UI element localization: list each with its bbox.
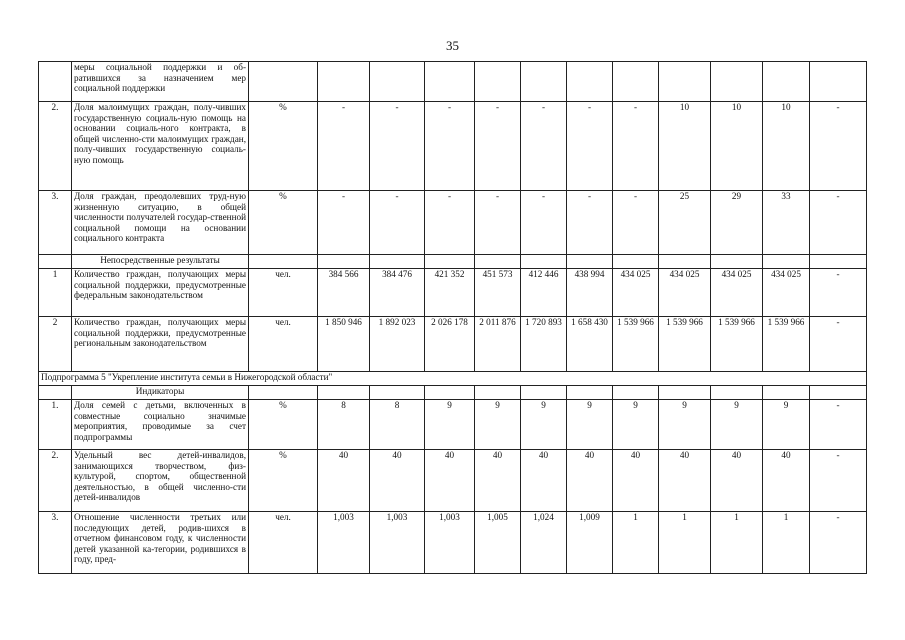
value-cell: 434 025 — [711, 269, 763, 317]
value-cell: - — [318, 191, 370, 255]
unit-cell — [249, 62, 318, 102]
empty-cell — [567, 255, 613, 269]
value-cell: 1 720 893 — [521, 317, 567, 372]
value-cell-last: - — [810, 102, 867, 191]
indicator-description: Доля малоимущих граждан, полу-чивших государственную социаль-ную помощь на основании социаль-ного контракта, в общей численно-сти малоимущих граждан, полу-чивших государственную социаль-ную помощь — [72, 102, 249, 191]
value-cell: 451 573 — [475, 269, 521, 317]
empty-cell — [249, 255, 318, 269]
value-cell: - — [370, 102, 425, 191]
value-cell: 25 — [659, 191, 711, 255]
value-cell: 1,005 — [475, 512, 521, 574]
empty-cell — [613, 386, 659, 400]
value-cell: 9 — [763, 400, 810, 450]
empty-cell — [425, 255, 475, 269]
page-number: 35 — [446, 38, 459, 53]
row-number: 1. — [39, 400, 72, 450]
section-heading: Подпрограмма 5 "Укрепление института семьи в Нижегородской области" — [39, 372, 867, 386]
value-cell: 1 539 966 — [613, 317, 659, 372]
value-cell: 1 892 023 — [370, 317, 425, 372]
empty-cell — [763, 255, 810, 269]
empty-cell — [711, 255, 763, 269]
table-row — [39, 255, 867, 269]
value-cell: - — [567, 102, 613, 191]
value-cell-last: - — [810, 191, 867, 255]
value-cell: 9 — [567, 400, 613, 450]
value-cell: 9 — [475, 400, 521, 450]
value-cell: 384 476 — [370, 269, 425, 317]
value-cell: 9 — [521, 400, 567, 450]
row-number: 3. — [39, 512, 72, 574]
value-cell: 1,003 — [425, 512, 475, 574]
indicator-description: Доля семей с детьми, включенных в совместные социально значимые мероприятия, проводимые за счет подпрограммы — [72, 400, 249, 450]
value-cell: 9 — [659, 400, 711, 450]
table-row — [39, 317, 867, 372]
value-cell-last — [810, 62, 867, 102]
value-cell: 40 — [318, 450, 370, 512]
value-cell: 8 — [318, 400, 370, 450]
empty-cell — [763, 386, 810, 400]
value-cell: 40 — [521, 450, 567, 512]
value-cell: 29 — [711, 191, 763, 255]
value-cell: 40 — [763, 450, 810, 512]
value-cell: 434 025 — [613, 269, 659, 317]
value-cell: 1 850 946 — [318, 317, 370, 372]
value-cell: 1 539 966 — [659, 317, 711, 372]
unit-cell: чел. — [249, 269, 318, 317]
empty-cell — [39, 386, 72, 400]
value-cell: - — [425, 191, 475, 255]
unit-cell: % — [249, 400, 318, 450]
indicator-table — [38, 61, 867, 574]
table-row — [39, 372, 867, 386]
empty-cell — [475, 255, 521, 269]
value-cell: 434 025 — [659, 269, 711, 317]
value-cell: 2 011 876 — [475, 317, 521, 372]
value-cell-last: - — [810, 450, 867, 512]
row-number: 2. — [39, 450, 72, 512]
subheading-cell: Непосредственные результаты — [72, 255, 249, 269]
table-row — [39, 62, 867, 102]
value-cell: 421 352 — [425, 269, 475, 317]
table-row — [39, 386, 867, 400]
value-cell: 40 — [370, 450, 425, 512]
indicator-description: Количество граждан, получающих меры социальной поддержки, предусмотренные федеральным законодательством — [72, 269, 249, 317]
unit-cell: чел. — [249, 512, 318, 574]
value-cell-last: - — [810, 512, 867, 574]
value-cell: - — [318, 102, 370, 191]
empty-cell — [810, 255, 867, 269]
row-number: 1 — [39, 269, 72, 317]
value-cell: 1 — [613, 512, 659, 574]
value-cell — [521, 62, 567, 102]
value-cell: 9 — [711, 400, 763, 450]
empty-cell — [567, 386, 613, 400]
value-cell — [370, 62, 425, 102]
value-cell-last: - — [810, 269, 867, 317]
unit-cell: % — [249, 450, 318, 512]
value-cell: 412 446 — [521, 269, 567, 317]
row-number: 2. — [39, 102, 72, 191]
row-number — [39, 62, 72, 102]
value-cell: 40 — [425, 450, 475, 512]
value-cell — [425, 62, 475, 102]
indicator-description: меры социальной поддержки и об-ратившихся за назначением мер социальной поддержки — [72, 62, 249, 102]
value-cell: 8 — [370, 400, 425, 450]
table-row — [39, 269, 867, 317]
value-cell: - — [475, 191, 521, 255]
value-cell — [763, 62, 810, 102]
value-cell — [613, 62, 659, 102]
value-cell: 1 539 966 — [763, 317, 810, 372]
table-row — [39, 191, 867, 255]
table-row — [39, 450, 867, 512]
value-cell: 1 539 966 — [711, 317, 763, 372]
value-cell: 1,024 — [521, 512, 567, 574]
empty-cell — [318, 255, 370, 269]
value-cell: - — [521, 102, 567, 191]
value-cell: 438 994 — [567, 269, 613, 317]
value-cell: 10 — [659, 102, 711, 191]
indicator-description: Удельный вес детей-инвалидов, занимающихся творчеством, физ-культурой, спортом, общественной деятельностью, в общей численно-сти детей-инвалидов — [72, 450, 249, 512]
value-cell: 40 — [711, 450, 763, 512]
value-cell: - — [567, 191, 613, 255]
value-cell — [318, 62, 370, 102]
empty-cell — [521, 255, 567, 269]
empty-cell — [521, 386, 567, 400]
value-cell: 40 — [659, 450, 711, 512]
value-cell: - — [425, 102, 475, 191]
value-cell-last: - — [810, 400, 867, 450]
table-row — [39, 102, 867, 191]
table-row — [39, 400, 867, 450]
table-row — [39, 512, 867, 574]
value-cell: 40 — [613, 450, 659, 512]
indicator-description: Количество граждан, получающих меры социальной поддержки, предусмотренные региональным законодательством — [72, 317, 249, 372]
value-cell: - — [370, 191, 425, 255]
empty-cell — [39, 255, 72, 269]
empty-cell — [711, 386, 763, 400]
value-cell: 2 026 178 — [425, 317, 475, 372]
value-cell: 10 — [711, 102, 763, 191]
empty-cell — [370, 255, 425, 269]
empty-cell — [370, 386, 425, 400]
value-cell: 9 — [613, 400, 659, 450]
value-cell: 434 025 — [763, 269, 810, 317]
value-cell: 384 566 — [318, 269, 370, 317]
unit-cell: % — [249, 102, 318, 191]
value-cell: 1 — [763, 512, 810, 574]
empty-cell — [659, 255, 711, 269]
value-cell-last: - — [810, 317, 867, 372]
empty-cell — [613, 255, 659, 269]
value-cell: 33 — [763, 191, 810, 255]
value-cell — [475, 62, 521, 102]
value-cell: 1 — [659, 512, 711, 574]
value-cell — [659, 62, 711, 102]
value-cell: 1,009 — [567, 512, 613, 574]
table-body — [39, 62, 867, 574]
empty-cell — [425, 386, 475, 400]
unit-cell: чел. — [249, 317, 318, 372]
value-cell: 9 — [425, 400, 475, 450]
value-cell: - — [613, 102, 659, 191]
value-cell: - — [475, 102, 521, 191]
value-cell: - — [521, 191, 567, 255]
empty-cell — [249, 386, 318, 400]
value-cell — [711, 62, 763, 102]
unit-cell: % — [249, 191, 318, 255]
empty-cell — [659, 386, 711, 400]
value-cell — [567, 62, 613, 102]
row-number: 3. — [39, 191, 72, 255]
value-cell: 1 658 430 — [567, 317, 613, 372]
value-cell: 1,003 — [370, 512, 425, 574]
value-cell: - — [613, 191, 659, 255]
row-number: 2 — [39, 317, 72, 372]
value-cell: 10 — [763, 102, 810, 191]
indicator-description: Доля граждан, преодолевших труд-ную жизненную ситуацию, в общей численности получателей государ-ственной социальной помощи на основании социального контракта — [72, 191, 249, 255]
value-cell: 40 — [567, 450, 613, 512]
empty-cell — [810, 386, 867, 400]
indicator-description: Отношение численности третьих или последующих детей, родив-шихся в отчетном финансовом году, к численности детей указанной ка-тегории, родившихся в году, пред- — [72, 512, 249, 574]
value-cell: 1 — [711, 512, 763, 574]
empty-cell — [318, 386, 370, 400]
subheading-cell: Индикаторы — [72, 386, 249, 400]
value-cell: 1,003 — [318, 512, 370, 574]
empty-cell — [475, 386, 521, 400]
value-cell: 40 — [475, 450, 521, 512]
